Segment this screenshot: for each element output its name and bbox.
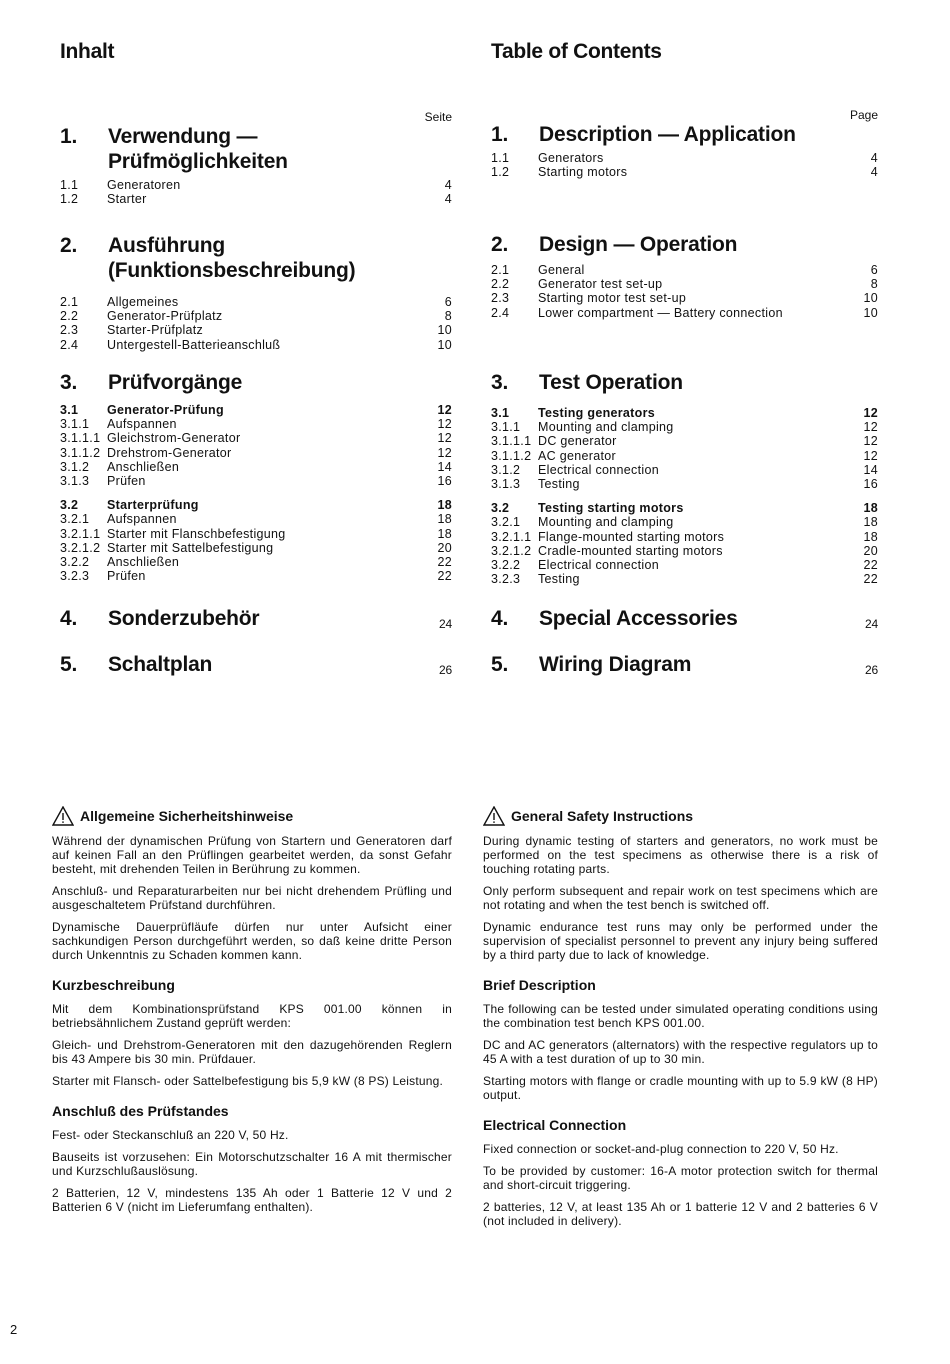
- section-page: 24: [865, 617, 878, 631]
- entry-number: 1.2: [491, 165, 510, 180]
- entry-number: 3.1.2: [60, 459, 90, 474]
- toc-entry: [491, 420, 878, 434]
- entry-title: Electrical connection: [538, 462, 659, 477]
- toc-section: [491, 232, 878, 320]
- entry-page: 10: [437, 337, 452, 352]
- entry-title: Mounting and clamping: [538, 515, 674, 530]
- entry-page: 20: [863, 543, 878, 558]
- paragraph: Dynamic endurance test runs may only be performed under the supervision of specialist personnel to prevent any injury being suffered by a third party due to lack of knowledge.: [483, 920, 878, 962]
- toc-title: Table of Contents: [491, 40, 662, 63]
- entry-number: 3.1.1.1: [60, 431, 101, 446]
- toc-section-heading: [60, 606, 452, 637]
- entry-page: 18: [863, 515, 878, 530]
- entry-title: Flange-mounted starting motors: [538, 529, 725, 544]
- toc-spacer: [491, 491, 878, 501]
- entry-title: Aufspannen: [107, 417, 177, 432]
- entry-title: Anschließen: [107, 555, 180, 570]
- paragraph: Anschluß- und Reparaturarbeiten nur bei nicht drehendem Prüfling und ausgeschaltetem Prüfstand durchführen.: [52, 884, 452, 912]
- toc-entry: [60, 541, 452, 555]
- toc-entry: [60, 474, 452, 488]
- entry-title: Testing: [538, 572, 580, 587]
- entry-page: 14: [437, 459, 452, 474]
- section-page: 26: [865, 663, 878, 677]
- toc-entry: [60, 417, 452, 431]
- entry-number: 3.2.2: [491, 558, 521, 573]
- entry-title: Starter mit Sattelbefestigung: [107, 540, 274, 555]
- entry-page: 18: [863, 529, 878, 544]
- section-number: 5.: [491, 653, 509, 676]
- toc-section-heading: [491, 122, 878, 147]
- toc-section: [60, 606, 452, 637]
- entry-page: 4: [870, 165, 878, 180]
- paragraph: Während der dynamischen Prüfung von Startern und Generatoren darf auf keinen Fall an den Prüflingen gearbeitet werden, da sonst Gefahr besteht, mit drehenden Teilen in Berührung zu kommen.: [52, 834, 452, 876]
- section-number: 2.: [60, 234, 78, 257]
- entry-page: 12: [863, 434, 878, 449]
- section-title: Wiring Diagram: [539, 653, 692, 676]
- entry-title: Generatoren: [107, 178, 181, 192]
- toc-entry: [491, 151, 878, 165]
- entry-page: 22: [863, 572, 878, 587]
- entry-title: Gleichstrom-Generator: [107, 431, 241, 446]
- section-number: 5.: [60, 653, 78, 676]
- section-number: 4.: [60, 607, 78, 630]
- toc-entry: [60, 527, 452, 541]
- toc-section: [491, 652, 878, 683]
- toc-section: [491, 370, 878, 586]
- entry-number: 3.1: [60, 403, 79, 417]
- entry-page: 12: [437, 417, 452, 432]
- entry-page: 10: [437, 323, 452, 338]
- entry-title: Electrical connection: [538, 558, 659, 573]
- entry-title: AC generator: [538, 448, 616, 463]
- entry-page: 4: [444, 192, 452, 207]
- entry-number: 3.2.3: [60, 569, 90, 584]
- entry-title: Starter mit Flanschbefestigung: [107, 526, 286, 541]
- entry-number: 1.1: [60, 178, 79, 192]
- entry-number: 2.4: [491, 305, 510, 320]
- entry-page: 4: [444, 178, 452, 192]
- page-number: 2: [10, 1322, 18, 1337]
- paragraph: Mit dem Kombinationsprüfstand KPS 001.00 können in betriebsähnlichem Zustand geprüft werden:: [52, 1002, 452, 1030]
- entry-number: 3.1.1: [60, 417, 90, 432]
- entry-number: 3.1.1.2: [491, 448, 532, 463]
- toc-entry: [60, 403, 452, 417]
- paragraph: Bauseits ist vorzusehen: Ein Motorschutzschalter 16 A mit thermischer und Kurzschlußauslösung.: [52, 1150, 452, 1178]
- section-page: [422, 124, 452, 130]
- entry-number: 3.2.1: [491, 515, 521, 530]
- toc-entry: [60, 498, 452, 512]
- toc-entry: [60, 460, 452, 474]
- entry-number: 3.2.1.2: [491, 543, 532, 558]
- section-number: 4.: [491, 607, 509, 630]
- toc-entry: [491, 572, 878, 586]
- paragraph: DC and AC generators (alternators) with the respective regulators up to 45 A with a test duration of up to 30 min.: [483, 1038, 878, 1066]
- entry-title: Cradle-mounted starting motors: [538, 543, 723, 558]
- paragraph: Only perform subsequent and repair work on test specimens which are not rotating and when the test bench is switched off.: [483, 884, 878, 912]
- toc-section: [60, 370, 452, 583]
- connection-title: Electrical Connection: [483, 1117, 627, 1133]
- page-column-label: Page: [849, 108, 878, 122]
- warning-triangle-icon: [483, 806, 505, 826]
- toc-entry: [60, 555, 452, 569]
- section-title: Test Operation: [539, 371, 683, 394]
- toc-entry: [60, 295, 452, 309]
- entry-number: 2.1: [60, 295, 79, 309]
- entry-title: Generator test set-up: [538, 277, 663, 292]
- entry-title: Aufspannen: [107, 512, 177, 527]
- toc-entry: [491, 449, 878, 463]
- entry-title: Generators: [538, 151, 604, 165]
- entry-page: 22: [437, 569, 452, 584]
- toc-section-heading: [491, 606, 878, 637]
- toc-entry: [491, 463, 878, 477]
- section-number: 3.: [60, 371, 78, 394]
- entry-page: 12: [437, 445, 452, 460]
- entry-number: 3.2: [60, 498, 79, 513]
- safety-heading: [52, 806, 452, 826]
- entry-page: 10: [863, 291, 878, 306]
- section-number: 3.: [491, 371, 509, 394]
- entry-page: 8: [444, 309, 452, 324]
- section-title: Ausführung (Funktionsbeschreibung): [108, 234, 356, 282]
- toc-section: [60, 233, 452, 352]
- page-column-label: Seite: [424, 110, 452, 124]
- section-title: Special Accessories: [539, 607, 738, 630]
- entry-title: Testing generators: [538, 406, 655, 420]
- brief-title: Kurzbeschreibung: [52, 977, 175, 993]
- section-page: [422, 370, 452, 376]
- section-page: [848, 232, 878, 238]
- entry-title: Untergestell-Batterieanschluß: [107, 337, 281, 352]
- entry-title: DC generator: [538, 434, 617, 449]
- paragraph: 2 Batterien, 12 V, mindestens 135 Ah oder 1 Batterie 12 V und 2 Batterien 6 V (nicht im Lieferumfang enthalten).: [52, 1186, 452, 1214]
- entry-title: Starter-Prüfplatz: [107, 323, 204, 338]
- entry-number: 3.1.3: [491, 477, 521, 492]
- entry-page: 18: [437, 512, 452, 527]
- section-number: 2.: [491, 233, 509, 256]
- entry-page: 4: [870, 151, 878, 165]
- entry-number: 3.1.1.1: [491, 434, 532, 449]
- safety-heading: [483, 806, 878, 826]
- safety-title: General Safety Instructions: [511, 808, 694, 824]
- entry-title: Lower compartment — Battery connection: [538, 305, 783, 320]
- entry-number: 2.1: [491, 263, 510, 277]
- toc-section-heading: [60, 124, 452, 174]
- toc-section-heading: [491, 370, 878, 395]
- entry-page: 18: [437, 526, 452, 541]
- toc-entry: [491, 165, 878, 179]
- entry-title: Prüfen: [107, 474, 146, 489]
- entry-title: Starterprüfung: [107, 498, 199, 513]
- toc-entry: [491, 477, 878, 491]
- entry-title: Drehstrom-Generator: [107, 445, 232, 460]
- toc-entry: [491, 291, 878, 305]
- entry-number: 3.1.2: [491, 462, 521, 477]
- entry-number: 2.2: [491, 277, 510, 292]
- entry-number: 2.3: [491, 291, 510, 306]
- paragraph: Fixed connection or socket-and-plug connection to 220 V, 50 Hz.: [483, 1142, 839, 1156]
- entry-number: 3.1.1: [491, 420, 521, 435]
- entry-page: 16: [437, 474, 452, 489]
- entry-number: 2.2: [60, 309, 79, 324]
- toc-entry: [60, 338, 452, 352]
- entry-page: 12: [863, 406, 878, 420]
- section-page: 24: [439, 617, 452, 631]
- toc-section-heading: [60, 233, 452, 283]
- safety-block: [483, 806, 878, 1236]
- entry-page: 18: [437, 498, 452, 513]
- entry-number: 1.2: [60, 192, 79, 207]
- section-title: Description — Application: [539, 123, 796, 146]
- toc-entry: [491, 544, 878, 558]
- toc-section: [491, 606, 878, 637]
- paragraph: To be provided by customer: 16-A motor protection switch for thermal and short-circuit triggering.: [483, 1164, 878, 1192]
- section-number: 1.: [491, 123, 509, 146]
- section-page: [848, 122, 878, 128]
- toc-entry: [60, 569, 452, 583]
- toc-section-heading: [60, 652, 452, 683]
- section-page: 26: [439, 663, 452, 677]
- section-title: Verwendung — Prüfmöglichkeiten: [108, 125, 288, 173]
- paragraph: Starting motors with flange or cradle mounting with up to 5.9 kW (8 HP) output.: [483, 1074, 878, 1102]
- entry-title: Starting motors: [538, 165, 628, 180]
- paragraph: Gleich- und Drehstrom-Generatoren mit den dazugehörenden Reglern bis 43 Ampere bis 30 min. Prüfdauer.: [52, 1038, 452, 1066]
- entry-number: 2.3: [60, 323, 79, 338]
- toc-entry: [491, 306, 878, 320]
- entry-title: Testing: [538, 477, 580, 492]
- toc-section-heading: [60, 370, 452, 395]
- entry-number: 3.2.1.2: [60, 540, 101, 555]
- entry-page: 12: [437, 403, 452, 417]
- entry-title: Starting motor test set-up: [538, 291, 687, 306]
- section-title: Sonderzubehör: [108, 607, 260, 630]
- paragraph: Dynamische Dauerprüfläufe dürfen nur unter Aufsicht einer sachkundigen Person durchgeführt werden, so daß keine dritte Person durch Unkenntnis zu Schaden kommen kann.: [52, 920, 452, 962]
- toc-title: Inhalt: [60, 40, 115, 63]
- entry-number: 3.2.1.1: [491, 529, 532, 544]
- section-title: Prüfvorgänge: [108, 371, 243, 394]
- section-page: [422, 233, 452, 239]
- entry-number: 2.4: [60, 337, 79, 352]
- entry-number: 3.2.1.1: [60, 526, 101, 541]
- entry-title: Starter: [107, 192, 147, 207]
- toc-entry: [491, 434, 878, 448]
- entry-page: 12: [437, 431, 452, 446]
- connection-title: Anschluß des Prüfstandes: [52, 1103, 229, 1119]
- entry-number: 3.2.1: [60, 512, 90, 527]
- warning-triangle-icon: [52, 806, 74, 826]
- entry-number: 1.1: [491, 151, 510, 165]
- entry-page: 16: [863, 477, 878, 492]
- toc-entry: [491, 263, 878, 277]
- entry-title: Prüfen: [107, 569, 146, 584]
- toc-entry: [60, 431, 452, 445]
- toc-section: [60, 652, 452, 683]
- entry-title: General: [538, 263, 585, 277]
- entry-title: Testing starting motors: [538, 501, 684, 516]
- toc-entry: [60, 178, 452, 192]
- entry-title: Anschließen: [107, 459, 180, 474]
- toc-section: [60, 124, 452, 206]
- entry-title: Mounting and clamping: [538, 420, 674, 435]
- entry-title: Generator-Prüfplatz: [107, 309, 223, 324]
- entry-number: 3.1.1.2: [60, 445, 101, 460]
- entry-number: 3.1: [491, 406, 510, 420]
- paragraph: Starter mit Flansch- oder Sattelbefestigung bis 5,9 kW (8 PS) Leistung.: [52, 1074, 444, 1088]
- entry-page: 22: [863, 558, 878, 573]
- toc-section: [491, 122, 878, 179]
- entry-page: 10: [863, 305, 878, 320]
- toc-entry: [60, 446, 452, 460]
- entry-number: 3.2: [491, 501, 510, 516]
- paragraph: During dynamic testing of starters and generators, no work must be performed on the test specimens as otherwise there is a risk of touching rotating parts.: [483, 834, 878, 876]
- toc-section-heading: [491, 652, 878, 683]
- section-number: 1.: [60, 125, 78, 148]
- entry-number: 3.2.3: [491, 572, 521, 587]
- paragraph: The following can be tested under simulated operating conditions using the combination test bench KPS 001.00.: [483, 1002, 878, 1030]
- toc-spacer: [60, 488, 452, 498]
- paragraph: 2 batteries, 12 V, at least 135 Ah or 1 batterie 12 V and 2 batteries 6 V (not included in delivery).: [483, 1200, 878, 1228]
- entry-page: 6: [444, 295, 452, 309]
- entry-page: 6: [870, 263, 878, 277]
- entry-number: 3.2.2: [60, 555, 90, 570]
- entry-page: 14: [863, 462, 878, 477]
- paragraph: Fest- oder Steckanschluß an 220 V, 50 Hz.: [52, 1128, 289, 1142]
- safety-title: Allgemeine Sicherheitshinweise: [80, 808, 294, 824]
- toc-entry: [491, 515, 878, 529]
- toc-entry: [60, 323, 452, 337]
- toc-entry: [491, 277, 878, 291]
- toc-entry: [60, 512, 452, 526]
- entry-page: 12: [863, 420, 878, 435]
- entry-title: Allgemeines: [107, 295, 179, 309]
- toc-entry: [491, 406, 878, 420]
- entry-title: Generator-Prüfung: [107, 403, 224, 417]
- entry-page: 20: [437, 540, 452, 555]
- section-page: [848, 370, 878, 376]
- entry-page: 22: [437, 555, 452, 570]
- section-title: Design — Operation: [539, 233, 738, 256]
- entry-page: 18: [863, 501, 878, 516]
- safety-block: [52, 806, 452, 1222]
- section-title: Schaltplan: [108, 653, 213, 676]
- toc-section-heading: [491, 232, 878, 257]
- toc-entry: [491, 501, 878, 515]
- toc-entry: [60, 309, 452, 323]
- toc-entry: [491, 530, 878, 544]
- entry-page: 12: [863, 448, 878, 463]
- entry-number: 3.1.3: [60, 474, 90, 489]
- brief-title: Brief Description: [483, 977, 596, 993]
- toc-entry: [60, 192, 452, 206]
- entry-page: 8: [870, 277, 878, 292]
- toc-entry: [491, 558, 878, 572]
